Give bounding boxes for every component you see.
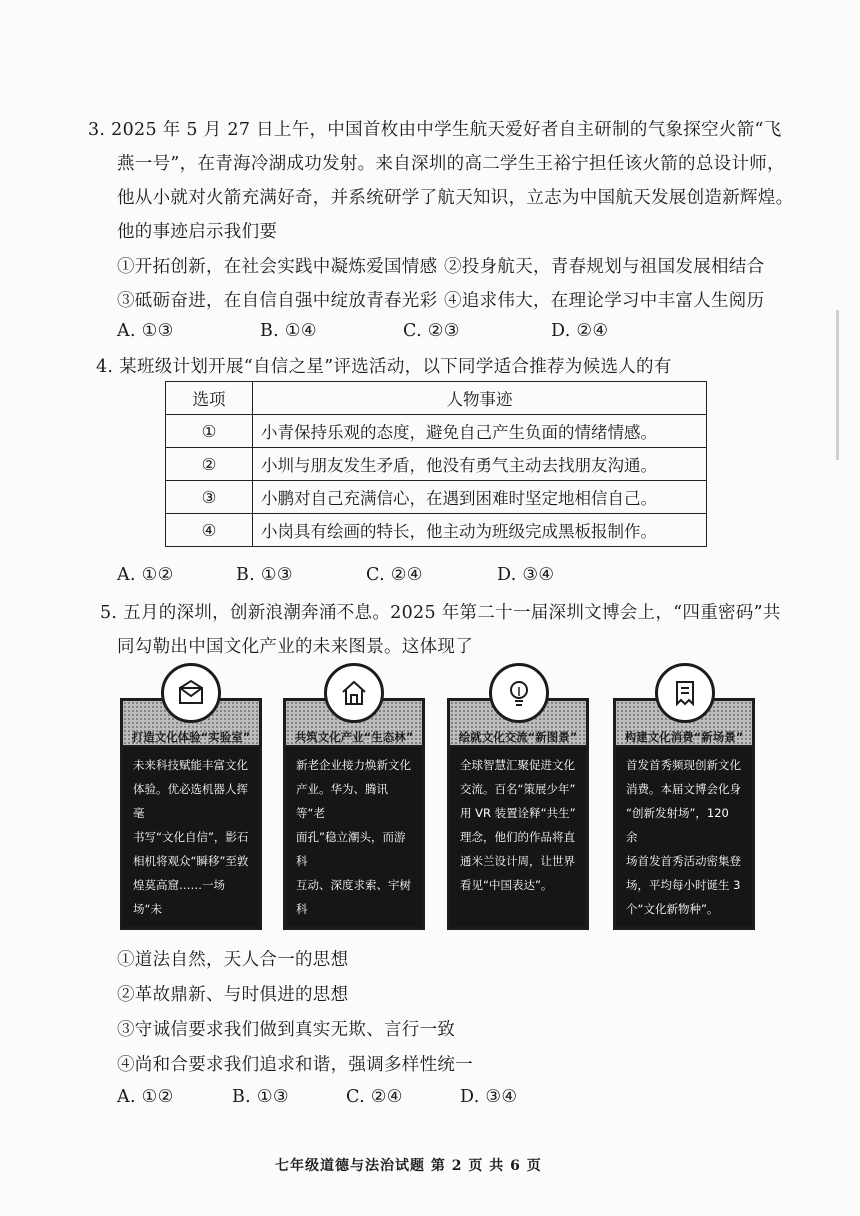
document-icon — [655, 663, 715, 723]
card-body-line: 场，平均每小时诞生 3 — [626, 878, 741, 892]
q5-stem-line-2: 同勾勒出中国文化产业的未来图景。这体现了 — [117, 637, 473, 657]
card-body-line: 交流。百名“策展少年” — [460, 782, 576, 796]
q4-stem: 4. 某班级计划开展“自信之星”评选活动，以下同学适合推荐为候选人的有 — [96, 357, 672, 377]
q5-stem-line-1: 5. 五月的深圳，创新浪潮奔涌不息。2025 年第二十一届深圳文博会上，“四重密码”共 — [100, 603, 781, 623]
table-cell-num: ③ — [166, 481, 253, 514]
info-card-2 — [283, 698, 425, 930]
card-body-line — [133, 921, 249, 927]
q4-table — [165, 381, 707, 547]
card-body-line: “创新发射场”，120 余 — [626, 806, 729, 844]
card-body-line: 书写“文化自信”，影石 — [133, 830, 249, 844]
scan-edge-shadow — [836, 310, 839, 460]
q3-statement-2: ②投身航天，青春规划与祖国发展相结合 — [444, 257, 765, 277]
q5-statement-4: ④尚和合要求我们追求和谐，强调多样性统一 — [117, 1055, 473, 1075]
card-body-line: 理念，他们的作品将直 — [460, 830, 575, 844]
table-cell-num: ① — [166, 415, 253, 448]
q5-option-d: D. ③④ — [460, 1087, 518, 1107]
card-title: 构建文化消费“新场景” — [624, 730, 744, 744]
card-title: 绘就文化交流“新图景” — [458, 730, 578, 744]
house-icon — [324, 663, 384, 723]
q3-option-b: B. ①④ — [260, 321, 317, 341]
q4-option-d: D. ③④ — [497, 565, 555, 585]
q3-statement-1: ①开拓创新，在社会实践中凝炼爱国情感 — [117, 257, 438, 277]
card-body — [450, 747, 586, 927]
table-header-option: 选项 — [166, 382, 253, 415]
card-body-line: 未来科技赋能丰富文化 — [133, 758, 248, 772]
card-body-line: 看见“中国表达”。 — [460, 878, 553, 892]
card-body-line: 用 VR 装置诠释“共生” — [460, 806, 576, 820]
table-header-row — [166, 382, 707, 415]
card-body-line: 面孔”稳立潮头，而游科 — [296, 830, 406, 868]
q3-statement-3: ③砥砺奋进，在自信自强中绽放青春光彩 — [117, 291, 438, 311]
q5-option-a: A. ①② — [117, 1087, 174, 1107]
card-body-line: 新老企业接力焕新文化 — [296, 758, 411, 772]
card-body-line: 体验。优必选机器人挥毫 — [133, 782, 248, 820]
table-cell-text: 小圳与朋友发生矛盾，他没有勇气主动去找朋友沟通。 — [253, 448, 707, 481]
card-body-line — [296, 921, 412, 927]
table-row — [166, 415, 707, 448]
table-cell-num: ② — [166, 448, 253, 481]
q3-stem-line-3: 他从小就对火箭充满好奇，并系统研学了航天知识，立志为中国航天发展创造新辉煌。 — [117, 188, 794, 208]
table-cell-text: 小岗具有绘画的特长，他主动为班级完成黑板报制作。 — [253, 514, 707, 547]
card-body-line: 产业。华为、腾讯等“老 — [296, 782, 388, 820]
card-body-line: 场首发首秀活动密集登 — [626, 854, 741, 868]
table-row — [166, 514, 707, 547]
info-card-4 — [613, 698, 755, 930]
card-body-line: 相机将观众“瞬移”至敦 — [133, 854, 249, 868]
card-body-line: 个“文化新物种”。 — [626, 902, 719, 916]
card-title: 打造文化体验“实验室” — [131, 730, 251, 744]
card-body-line: 全球智慧汇聚促进文化 — [460, 758, 575, 772]
page-footer: 七年级道德与法治试题 第 2 页 共 6 页 — [275, 1158, 542, 1174]
q5-statement-2: ②革故鼎新、与时俱进的思想 — [117, 985, 349, 1005]
card-body — [286, 747, 422, 927]
q4-option-a: A. ①② — [117, 565, 174, 585]
card-body — [123, 747, 259, 927]
q3-statement-4: ④追求伟大，在理论学习中丰富人生阅历 — [444, 291, 765, 311]
q3-option-a: A. ①③ — [117, 321, 174, 341]
table-row — [166, 448, 707, 481]
q3-option-d: D. ②④ — [551, 321, 609, 341]
q3-stem-line-2: 燕一号”，在青海冷湖成功发射。来自深圳的高二学生王裕宁担任该火箭的总设计师， — [117, 154, 785, 174]
q5-option-c: C. ②④ — [346, 1087, 403, 1107]
info-card-3 — [447, 698, 589, 930]
card-body-line: 消费。本届文博会化身 — [626, 782, 741, 796]
table-cell-num: ④ — [166, 514, 253, 547]
q3-stem-line-1: 3. 2025 年 5 月 27 日上午，中国首枚由中学生航天爱好者自主研制的气象探空火箭“飞 — [88, 120, 782, 140]
card-body-line: 通米兰设计周，让世界 — [460, 854, 575, 868]
card-body-line: 首发首秀频现创新文化 — [626, 758, 741, 772]
table-cell-text: 小青保持乐观的态度，避免自己产生负面的情绪情感。 — [253, 415, 707, 448]
q5-option-b: B. ①③ — [232, 1087, 289, 1107]
q5-statement-3: ③守诚信要求我们做到真实无欺、言行一致 — [117, 1020, 456, 1040]
info-card-1 — [120, 698, 262, 930]
q5-statement-1: ①道法自然，天人合一的思想 — [117, 950, 349, 970]
q4-option-c: C. ②④ — [366, 565, 423, 585]
envelope-icon — [161, 663, 221, 723]
card-body-line: 煌莫高窟……一场场“未 — [133, 878, 225, 916]
lightbulb-icon — [489, 663, 549, 723]
table-row — [166, 481, 707, 514]
card-body-line: 互动、深度求索、宇树科 — [296, 878, 411, 916]
q4-option-b: B. ①③ — [236, 565, 293, 585]
q3-option-c: C. ②③ — [403, 321, 460, 341]
q3-stem-line-4: 他的事迹启示我们要 — [117, 222, 278, 242]
table-cell-text: 小鹏对自己充满信心，在遇到困难时坚定地相信自己。 — [253, 481, 707, 514]
card-body — [616, 747, 752, 927]
table-header-deed: 人物事迹 — [253, 382, 707, 415]
card-title: 共筑文化产业“生态林” — [294, 730, 414, 744]
